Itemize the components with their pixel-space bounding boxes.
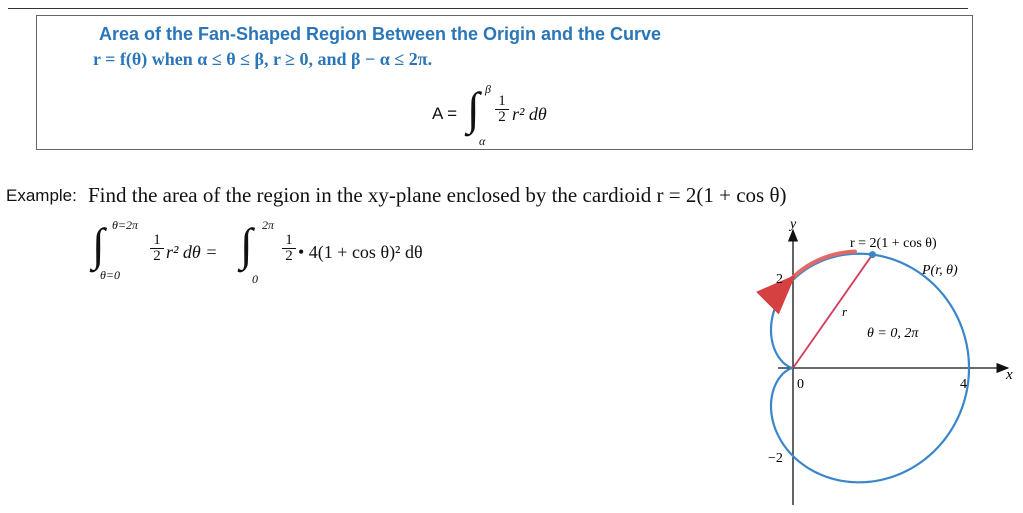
fraction-numerator: 1: [495, 94, 509, 110]
integral-sign: ∫: [92, 219, 105, 270]
upper-limit: β: [485, 82, 491, 96]
point-p: [869, 251, 876, 258]
angle-label: θ = 0, 2π: [867, 326, 919, 341]
cardioid-figure: [730, 215, 1020, 510]
y-axis-label: y: [790, 217, 797, 232]
tick-origin: 0: [797, 377, 804, 392]
integral-sign: ∫: [240, 219, 253, 270]
rotation-arrow: [790, 251, 855, 280]
fraction-denominator: 2: [153, 248, 161, 264]
upper-limit: 2π: [262, 218, 275, 232]
fraction-denominator: 2: [498, 109, 506, 125]
formula-integrand: r² dθ: [512, 104, 547, 124]
example-text: Find the area of the region in the xy-plane enclosed by the cardioid r = 2(1 + cos θ): [88, 183, 787, 207]
definition-box: [36, 15, 973, 150]
fraction-numerator: 1: [282, 233, 296, 249]
radius-line: [793, 255, 872, 368]
integral-sign: ∫: [467, 83, 480, 134]
top-rule: [8, 8, 968, 9]
tick-y-top: 2: [776, 272, 783, 287]
radius-label: r: [842, 304, 848, 319]
fraction-denominator: 2: [285, 248, 293, 264]
lower-limit: θ=0: [100, 268, 120, 282]
x-axis-label: x: [1006, 367, 1013, 383]
fraction: [282, 233, 296, 264]
fraction: [495, 94, 509, 125]
fraction: [150, 233, 164, 264]
lower-limit: α: [479, 134, 486, 148]
fraction-numerator: 1: [150, 233, 164, 249]
tick-x: 4: [960, 377, 967, 392]
example-label: Example:: [6, 186, 77, 205]
curve-label: r = 2(1 + cos θ): [850, 236, 937, 251]
upper-limit: θ=2π: [112, 218, 139, 232]
definition-title: Area of the Fan-Shaped Region Between the Origin and the Curve: [99, 24, 662, 44]
formula-lhs: A =: [432, 104, 458, 123]
lower-limit: 0: [252, 272, 258, 286]
tick-y-bottom: −2: [768, 451, 783, 466]
integrand: r² dθ =: [166, 242, 218, 262]
integrand: • 4(1 + cos θ)² dθ: [298, 242, 423, 262]
point-label: P(r, θ): [922, 263, 958, 278]
definition-condition: r = f(θ) when α ≤ θ ≤ β, r ≥ 0, and β − α ≤ 2π.: [93, 49, 433, 69]
